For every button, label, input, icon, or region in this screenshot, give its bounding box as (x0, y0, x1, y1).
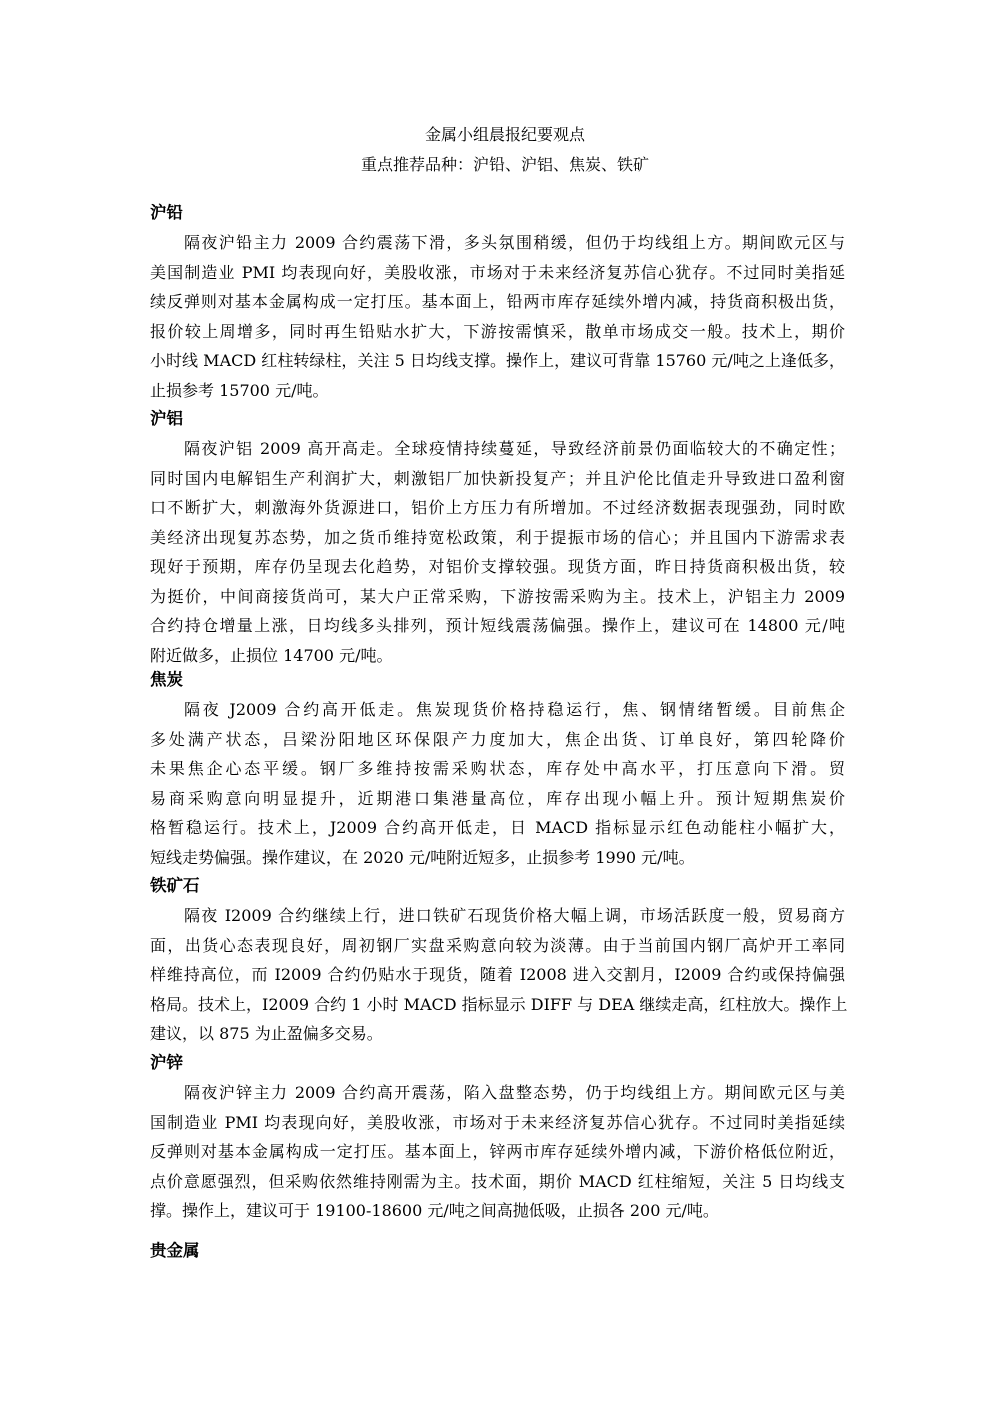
paragraph-line: 止损参考 15700 元/吨。 (150, 380, 329, 400)
paragraph-line: 撑。操作上，建议可于 19100-18600 元/吨之间高抛低吸，止损各 200 元/吨。 (150, 1201, 719, 1220)
paragraph-line: 格暂稳运行。技术上，J2009 合约高开低走，日 MACD 指标显示红色动能柱小幅扩大， (150, 818, 845, 837)
paragraph-line: 短线走势偏强。操作建议，在 2020 元/吨附近短多，止损参考 1990 元/吨。 (150, 847, 695, 867)
paragraph-line: 面，出货心态表现良好，周初钢厂实盘采购意向较为淡薄。由于当前国内钢厂高炉开工率同 (150, 935, 845, 955)
paragraph-line: 样维持高位，而 I2009 合约仍贴水于现货，随着 I2008 进入交割月，I2009 合约或保持偏强 (150, 965, 845, 984)
section-heading: 沪铅 (150, 203, 183, 222)
paragraph-line: 隔夜沪铝 2009 高开高走。全球疫情持续蔓延，导致经济前景仍面临较大的不确定性； (184, 439, 845, 458)
paragraph-line: 美国制造业 PMI 均表现向好，美股收涨，市场对于未来经济复苏信心犹存。不过同时美指延 (150, 262, 845, 282)
document-title: 金属小组晨报纪要观点 (424, 125, 585, 144)
section-zinc (150, 1048, 845, 1226)
paragraph-line: 合约持仓增量上涨，日均线多头排列，预计短线震荡偏强。操作上，建议可在 14800 元/吨 (150, 616, 845, 635)
section-coke (150, 665, 845, 872)
paragraph-line: 隔夜沪铅主力 2009 合约震荡下滑，多头氛围稍缓，但仍于均线组上方。期间欧元区与 (184, 233, 845, 252)
paragraph-line: 格局。技术上，I2009 合约 1 小时 MACD 指标显示 DIFF 与 DEA 继续走高，红柱放大。操作上 (150, 994, 848, 1014)
paragraph-line: 现好于预期，库存仍呈现去化趋势，对铝价支撑较强。现货方面，昨日持货商积极出货，较 (150, 557, 845, 576)
document-subtitle: 重点推荐品种：沪铅、沪铝、焦炭、铁矿 (360, 155, 649, 174)
section-aluminum (150, 404, 845, 670)
paragraph-line: 建议，以 875 为止盈偏多交易。 (150, 1024, 383, 1043)
section-iron-ore (150, 871, 848, 1049)
section-heading: 沪铝 (150, 409, 183, 428)
section-heading: 焦炭 (150, 670, 183, 689)
section-heading: 贵金属 (150, 1241, 200, 1260)
paragraph-line: 为挺价，中间商接货尚可，某大户正常采购，下游按需采购为主。技术上，沪铝主力 2009 (150, 586, 845, 606)
section-precious-metals (150, 1236, 845, 1266)
paragraph-line: 附近做多，止损位 14700 元/吨。 (150, 645, 393, 665)
paragraph-line: 续反弹则对基本金属构成一定打压。基本面上，铅两市库存延续外增内减，持货商积极出货， (150, 292, 845, 311)
section-heading: 铁矿石 (150, 876, 200, 895)
paragraph-line: 口不断扩大，刺激海外货源进口，铝价上方压力有所增加。不过经济数据表现强劲，同时欧 (150, 498, 845, 517)
paragraph-line: 隔夜 I2009 合约继续上行，进口铁矿石现货价格大幅上调，市场活跃度一般，贸易商方 (184, 906, 845, 925)
section-lead (150, 198, 845, 405)
section-heading: 沪锌 (150, 1053, 183, 1072)
paragraph-line: 国制造业 PMI 均表现向好，美股收涨，市场对于未来经济复苏信心犹存。不过同时美指延续 (150, 1112, 845, 1132)
paragraph-line: 多处满产状态，吕梁汾阳地区环保限产力度加大，焦企出货、订单良好，第四轮降价 (150, 729, 845, 749)
paragraph-line: 美经济出现复苏态势，加之货币维持宽松政策，利于提振市场的信心；并且国内下游需求表 (150, 527, 845, 547)
paragraph-line: 隔夜沪锌主力 2009 合约高开震荡，陷入盘整态势，仍于均线组上方。期间欧元区与美 (184, 1083, 845, 1102)
paragraph-line: 未果焦企心态平缓。钢厂多维持按需采购状态，库存处中高水平，打压意向下滑。贸 (150, 759, 845, 778)
paragraph-line: 易商采购意向明显提升，近期港口集港量高位，库存出现小幅上升。预计短期焦炭价 (150, 788, 845, 808)
paragraph-line: 报价较上周增多，同时再生铅贴水扩大，下游按需慎采，散单市场成交一般。技术上，期价 (150, 321, 845, 341)
paragraph-line: 反弹则对基本金属构成一定打压。基本面上，锌两市库存延续外增内减，下游价格低位附近， (150, 1142, 845, 1161)
title-block (0, 120, 992, 180)
paragraph-line: 同时国内电解铝生产利润扩大，刺激铝厂加快新投复产；并且沪伦比值走升导致进口盈利窗 (150, 468, 845, 488)
paragraph-line: 小时线 MACD 红柱转绿柱，关注 5 日均线支撑。操作上，建议可背靠 15760 元/吨之上逢低多， (150, 351, 845, 370)
paragraph-line: 隔夜 J2009 合约高开低走。焦炭现货价格持稳运行，焦、钢情绪暂缓。目前焦企 (184, 700, 845, 719)
paragraph-line: 点价意愿强烈，但采购依然维持刚需为主。技术面，期价 MACD 红柱缩短，关注 5 日均线支 (150, 1171, 845, 1191)
